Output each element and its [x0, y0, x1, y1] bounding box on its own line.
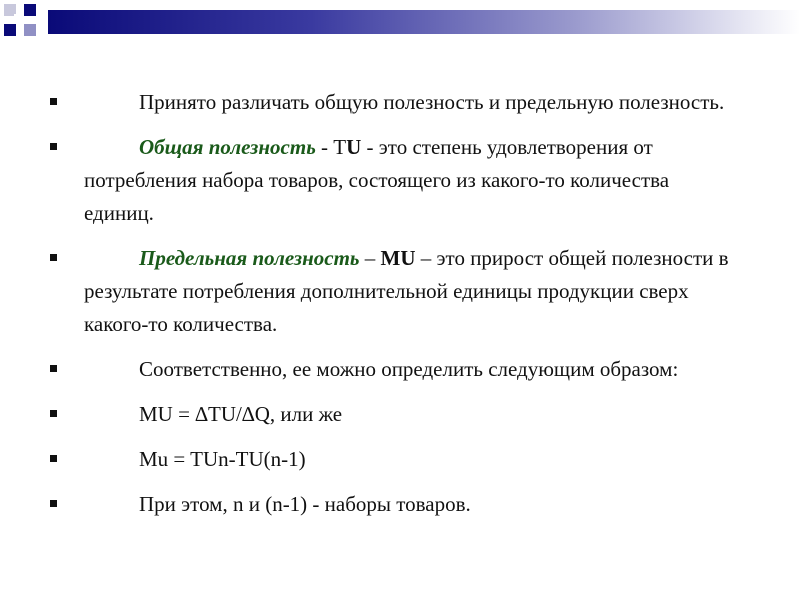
bullet-icon [50, 143, 57, 150]
formula-text: MU = ∆TU/∆Q, или же [139, 402, 343, 426]
bullet-icon [50, 365, 57, 372]
decor-square [4, 24, 16, 36]
list-item [84, 488, 744, 521]
bullet-icon [50, 98, 57, 105]
item-text: Принято различать общую полезность и предельную полезность. [139, 90, 725, 114]
bullet-icon [50, 410, 57, 417]
list-item [84, 242, 744, 341]
list-item [84, 398, 744, 431]
bullet-icon [50, 500, 57, 507]
term-abbr: MU [380, 246, 416, 270]
item-separator: – [359, 246, 381, 270]
formula-text: Mu = TUn-TU(n-1) [139, 447, 306, 471]
term-total-utility: Общая полезность [139, 135, 316, 159]
decor-square [24, 24, 36, 36]
term-marginal-utility: Предельная полезность [139, 246, 360, 270]
list-item [84, 131, 744, 230]
list-item [84, 86, 744, 119]
list-item [84, 353, 744, 386]
item-text: Соответственно, ее можно определить следующим образом: [139, 357, 679, 381]
decor-square [14, 14, 24, 24]
item-separator: - T [315, 135, 347, 159]
bullet-list [0, 86, 800, 533]
gradient-bar [48, 10, 800, 34]
bullet-icon [50, 254, 57, 261]
decor-square [24, 4, 36, 16]
list-item [84, 443, 744, 476]
item-text: - это степень удовлетворения от потребления набора товаров, состоящего из какого-то количества единиц. [84, 135, 670, 225]
item-text: – это прирост общей полезности в результате потребления дополнительной единицы продукции сверх какого-то количества. [84, 246, 729, 336]
item-text: При этом, n и (n-1) - наборы товаров. [139, 492, 471, 516]
term-abbr: U [346, 135, 362, 159]
bullet-icon [50, 455, 57, 462]
header-decoration [0, 0, 800, 44]
